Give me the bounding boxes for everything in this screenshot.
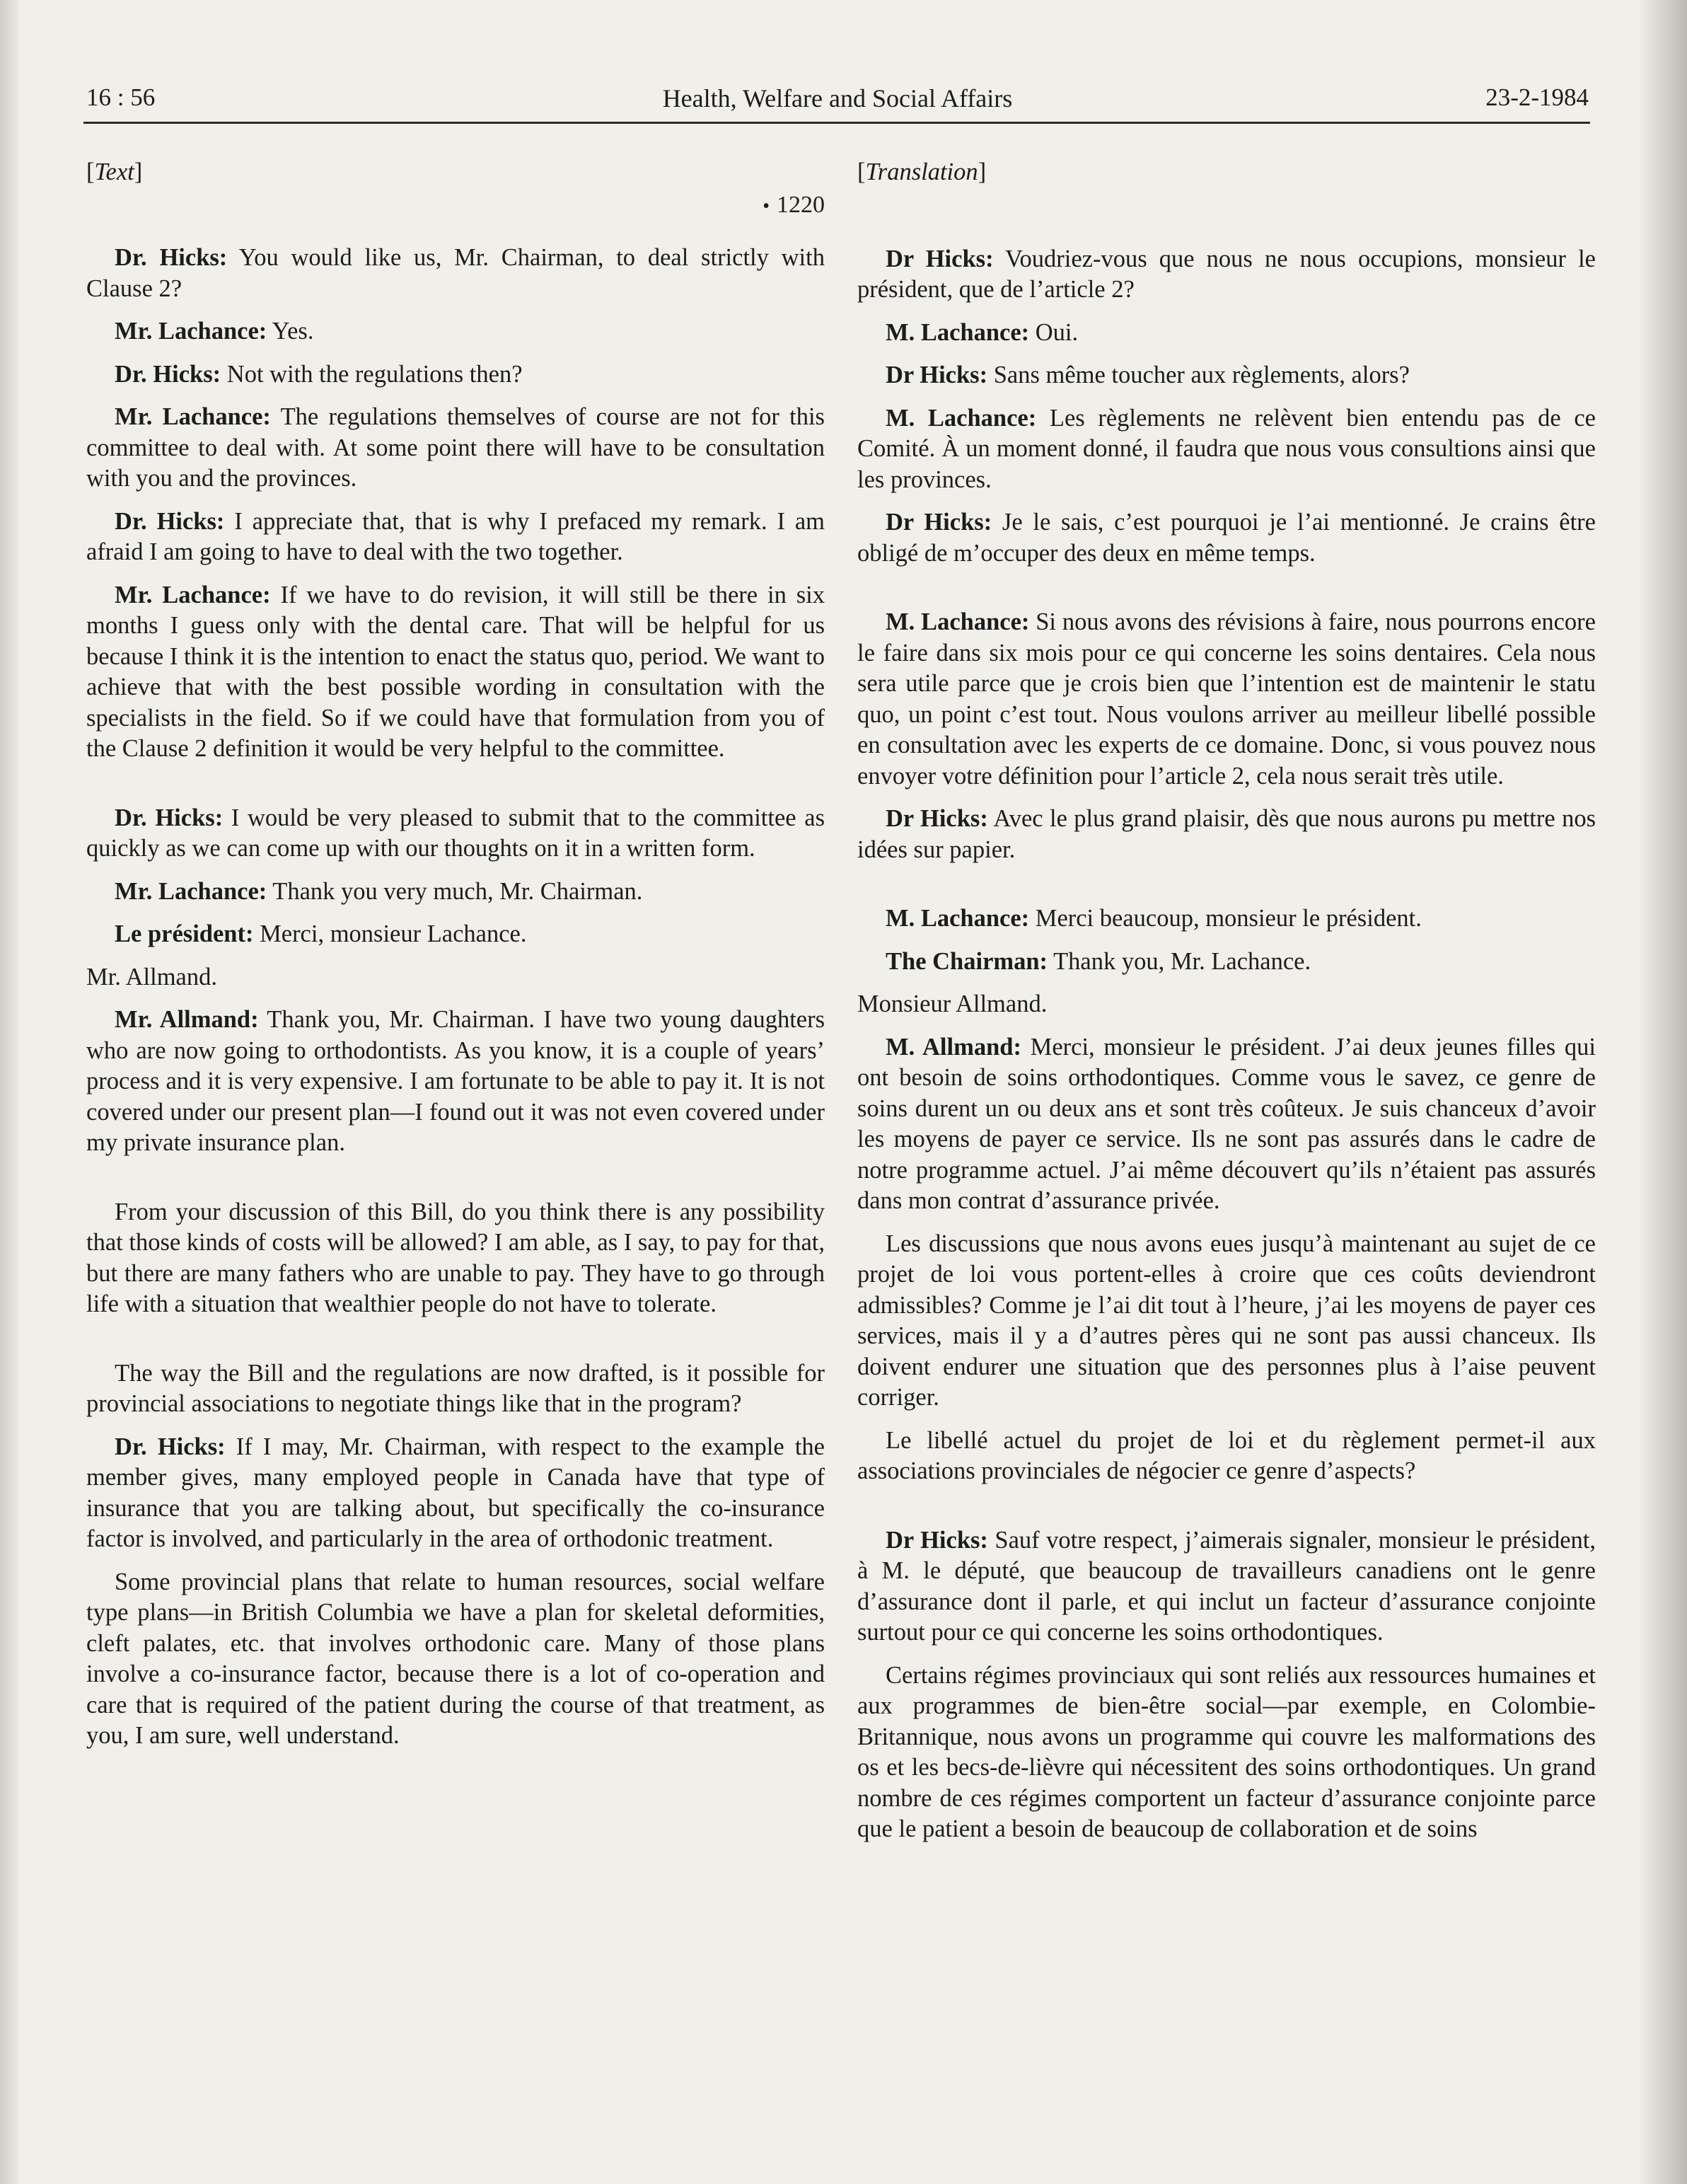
- paragraph: M. Lachance: Les règlements ne relèvent bien entendu pas de ce Comité. À un moment donné, il faudra que nous vous consultions ainsi que les provinces.: [857, 404, 1596, 493]
- paragraph: M. Allmand: Merci, monsieur le président. J’ai deux jeunes filles qui ont besoin de soins orthodontiques. Comme vous le savez, ce genre de soins durent un ou deux ans et sont très coûteux. Je suis chanceux d’avoir les moyens de payer ce service. Ils ne sont pas assurés dans le cadre de notre programme actuel. J’ai même découvert qu’ils n’étaient pas assurés dans mon contrat d’assurance privée.: [857, 1033, 1596, 1214]
- paragraph: Le libellé actuel du projet de loi et du règlement permet-il aux associations provinciales de négocier ce genre d’aspects?: [857, 1426, 1596, 1484]
- paragraph: The Chairman: Thank you, Mr. Lachance.: [886, 947, 1311, 975]
- paragraph: Dr. Hicks: I would be very pleased to submit that to the committee as quickly as we can come up with our thoughts on it in a written form.: [86, 804, 825, 862]
- right-column-french: [857, 157, 1596, 1857]
- paragraph: Certains régimes provinciaux qui sont reliés aux ressources humaines et aux programmes de bien-être social—par exemple, en Colombie-Britannique, nous avons un programme qui couvre les malformations des os et les becs-de-lièvre qui nécessitent des soins orthodontiques. Un grand nombre de ces régimes comportent un facteur d’assurance conjointe parce que le patient a besoin de beaucoup de collaboration et de soins: [857, 1661, 1596, 1842]
- paragraph: The way the Bill and the regulations are now drafted, is it possible for provincial associations to negotiate things like that in the program?: [86, 1359, 825, 1417]
- paragraph: Dr Hicks: Avec le plus grand plaisir, dès que nous aurons pu mettre nos idées sur papier.: [857, 805, 1596, 863]
- paragraph: Dr. Hicks: If I may, Mr. Chairman, with respect to the example the member gives, many employed people in Canada have that type of insurance that you are talking about, but specifically the co-insurance factor is involved, and particularly in the area of orthodonic treatment.: [86, 1433, 825, 1552]
- page-edge-left: [0, 0, 18, 2184]
- spacer: [857, 188, 1596, 244]
- paragraph: Dr Hicks: Sans même toucher aux règlements, alors?: [886, 362, 1410, 388]
- paragraph: Mr. Lachance: Yes.: [115, 318, 314, 345]
- translation-marker: [Translation]: [857, 158, 987, 185]
- paragraph: Mr. Allmand.: [86, 963, 217, 990]
- page-date: 23-2-1984: [1485, 83, 1589, 111]
- paragraph: Some provincial plans that relate to human resources, social welfare type plans—in British Columbia we have a plan for skeletal deformities, cleft palates, etc. that involves orthodonic care. Many of those plans involve a co-insurance factor, because there is a lot of co-operation and care that is required of the patient during the course of that treatment, as you, I am sure, well understand.: [86, 1568, 825, 1749]
- paragraph: Dr Hicks: Sauf votre respect, j’aimerais signaler, monsieur le président, à M. le député, que beaucoup de travailleurs canadiens ont le genre d’assurance dont il parle, et qui inclut un facteur d’assurance conjointe surtout pour ce qui concerne les soins orthodontiques.: [857, 1526, 1596, 1646]
- paragraph: Dr. Hicks: Not with the regulations then?: [115, 360, 523, 388]
- time-stamp: • 1220: [763, 191, 825, 218]
- paragraph: From your discussion of this Bill, do you think there is any possibility that those kinds of costs will be allowed? I am able, as I say, to pay for that, but there are many fathers who are unable to pay. They have to go through life with a situation that wealthier people do not have to tolerate.: [86, 1198, 825, 1317]
- paragraph: M. Lachance: Si nous avons des révisions à faire, nous pourrons encore le faire dans six mois pour ce qui concerne les soins dentaires. Cela nous sera utile parce que je crois bien que l’intention est de maintenir le statu quo, un point c’est tout. Nous voulons arriver au meilleur libellé possible en consultation avec les experts de ce domaine. Donc, si vous pouvez nous envoyer votre définition pour l’article 2, cela nous serait très utile.: [857, 608, 1596, 790]
- paragraph: Les discussions que nous avons eues jusqu’à maintenant au sujet de ce projet de loi vous portent-elles à croire que ces coûts deviendront admissibles? Comme je l’ai dit tout à l’heure, j’ai les moyens de payer ces services, mais il y a d’autres pères qui ne sont pas aussi chanceux. Ils doivent endurer une situation que des personnes plus à l’aise peuvent corriger.: [857, 1230, 1596, 1411]
- paragraph: Dr Hicks: Voudriez-vous que nous ne nous occupions, monsieur le président, que de l’article 2?: [857, 245, 1596, 303]
- paragraph: Dr. Hicks: I appreciate that, that is why I prefaced my remark. I am afraid I am going to have to deal with the two together.: [86, 507, 825, 565]
- paragraph: Mr. Lachance: If we have to do revision, it will still be there in six months I guess only with the dental care. That will be helpful for us because I think it is the intention to enact the status quo, period. We want to achieve that with the best possible wording in consultation with the specialists in the field. So if we could have that formulation from you of the Clause 2 definition it would be very helpful to the committee.: [86, 581, 825, 762]
- left-column-english: [86, 157, 825, 1764]
- running-head: [86, 83, 1589, 119]
- paragraph: M. Lachance: Merci beaucoup, monsieur le président.: [886, 905, 1422, 932]
- paragraph: M. Lachance: Oui.: [886, 318, 1079, 346]
- header-rule: [83, 122, 1590, 124]
- bullet-icon: •: [763, 195, 770, 217]
- paragraph: Mr. Lachance: The regulations themselves of course are not for this committee to deal with. At some point there will have to be consultation with you and the provinces.: [86, 403, 825, 492]
- text-marker: [Text]: [86, 158, 143, 185]
- paragraph: Dr. Hicks: You would like us, Mr. Chairman, to deal strictly with Clause 2?: [86, 244, 825, 302]
- paragraph: Monsieur Allmand.: [857, 990, 1048, 1017]
- paragraph: Le président: Merci, monsieur Lachance.: [115, 920, 527, 947]
- paragraph: Dr Hicks: Je le sais, c’est pourquoi je l’ai mentionné. Je crains être obligé de m’occuper des deux en même temps.: [857, 509, 1596, 567]
- paragraph: Mr. Allmand: Thank you, Mr. Chairman. I have two young daughters who are now going to orthodontists. As you know, it is a couple of years’ process and it is very expensive. I am fortunate to be able to pay it. It is not covered under our present plan—I found out it was not even covered under my private insurance plan.: [86, 1006, 825, 1156]
- paragraph: Mr. Lachance: Thank you very much, Mr. Chairman.: [115, 877, 643, 905]
- page-edge-right: [1637, 0, 1687, 2184]
- page-folio: 16 : 56: [86, 83, 156, 111]
- running-title: Health, Welfare and Social Affairs: [662, 84, 1013, 112]
